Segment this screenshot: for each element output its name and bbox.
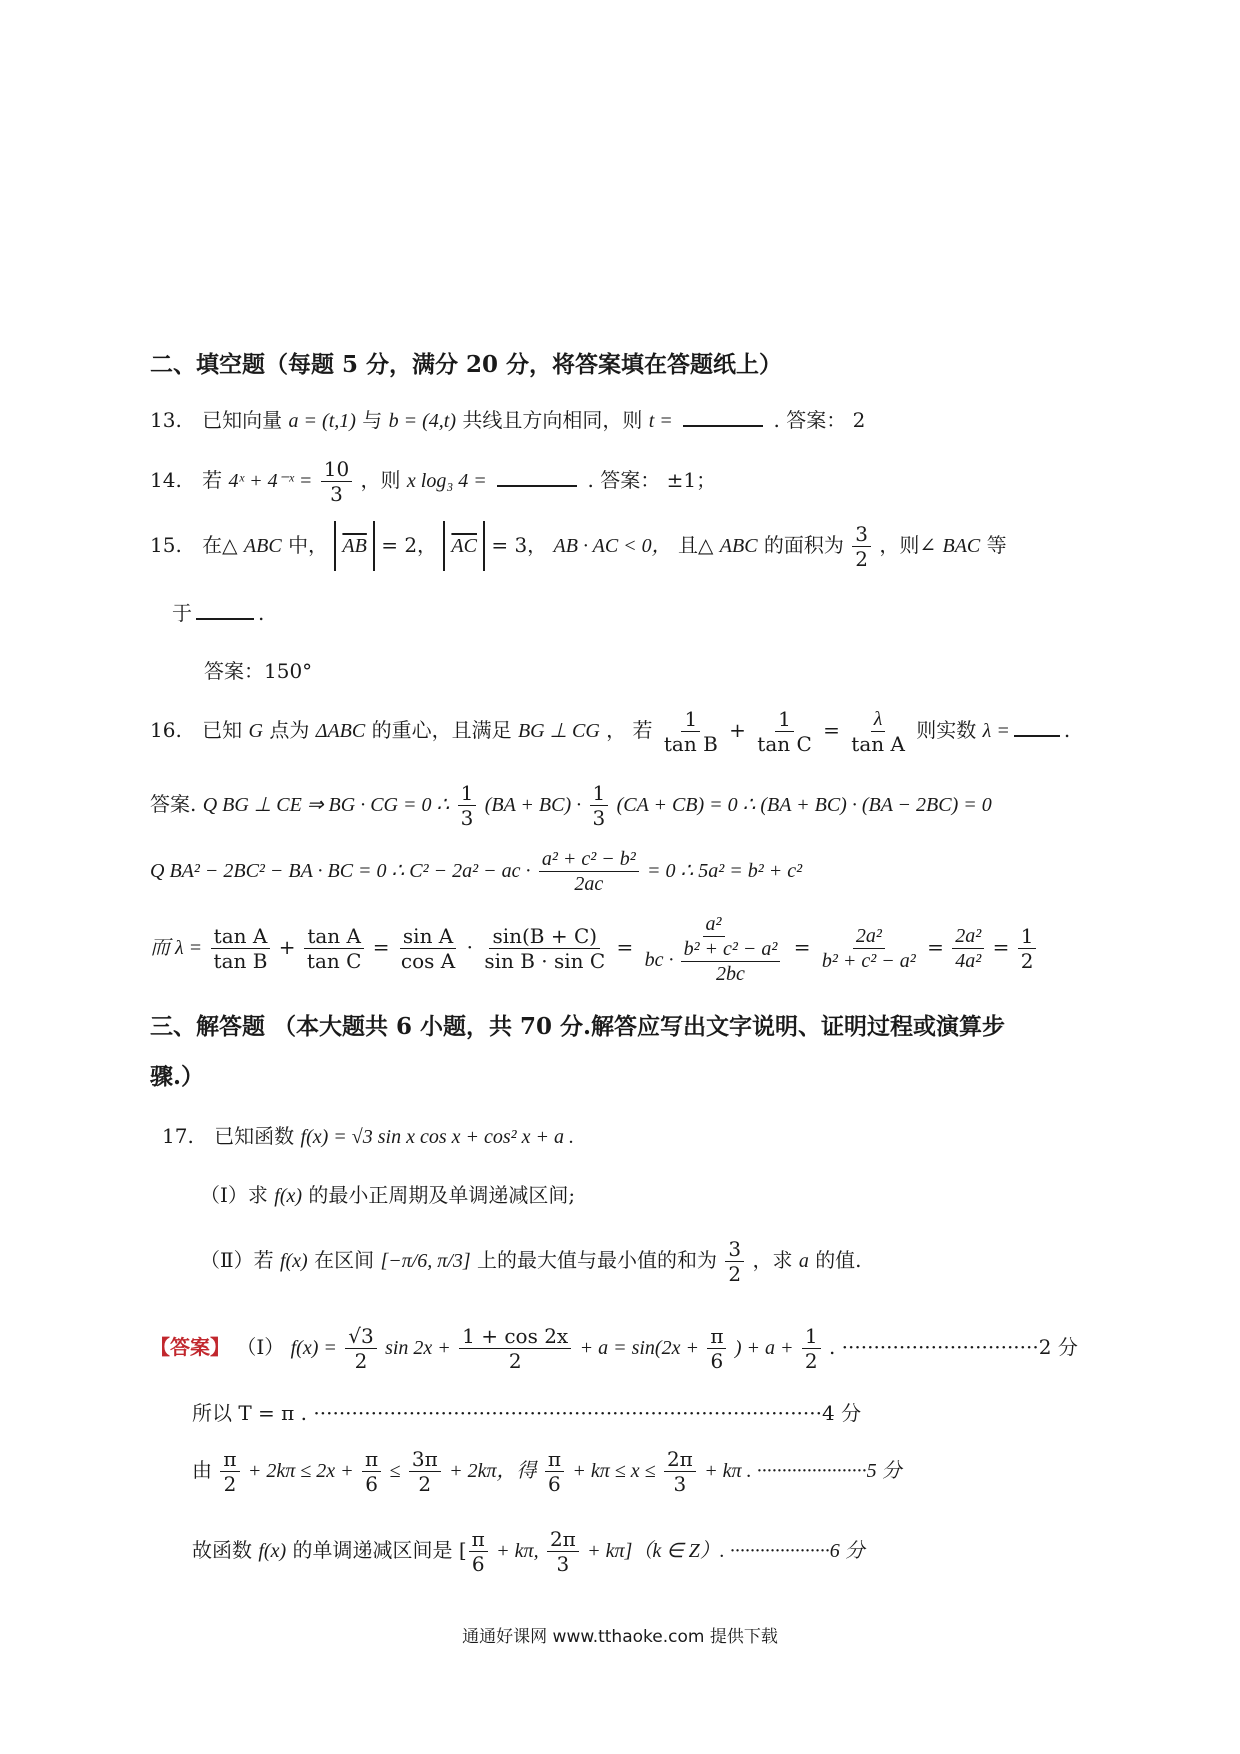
math-expr: ) + a + — [734, 1337, 794, 1359]
question-text: ， 若 — [606, 718, 653, 742]
math-expr: + a = sin(2x + — [579, 1337, 699, 1359]
question-text: 已知向量 — [202, 408, 283, 432]
question-13 — [150, 405, 865, 436]
math-expr: (BA + BC) · — [484, 794, 582, 816]
question-text: 则实数 — [916, 718, 977, 742]
answer-17-line-1 — [150, 1315, 1078, 1380]
fraction: $\frac{√3}{2}$ — [345, 1325, 376, 1372]
fraction: $\frac{3}{2}$ — [725, 1238, 744, 1285]
question-text: 的值. — [815, 1248, 862, 1272]
answer-value: 2 — [852, 408, 866, 432]
question-number: 16. — [150, 718, 182, 742]
triangle-name: ABC — [243, 535, 282, 557]
math-expr: + kπ, — [496, 1540, 539, 1562]
abs-ab: $\overline{AB}$ — [334, 521, 374, 571]
question-17-part-2 — [200, 1232, 862, 1289]
fraction: $\frac{3\pi}{2}$ — [409, 1448, 441, 1495]
interval: [−π/6, π/3] — [380, 1250, 471, 1272]
math-expr: (CA + CB) = 0 ∴ (BA + BC) · (BA − 2BC) = 0 — [616, 794, 992, 816]
math-expr: + kπ . ······················5 分 — [704, 1460, 902, 1482]
answer-value: ±1； — [666, 468, 717, 492]
question-16: 16. 已知 G 点为 ΔABC 的重心，且满足 BG ⊥ CG ， 若 $\frac{1}{\text{tan B}}$ + $\frac{1}{\text{tan C}}$ = $\frac{\lambda}{\text{tan A}}$ 则实数 λ = . — [150, 707, 1071, 756]
question-text: ，求 — [752, 1248, 793, 1272]
question-text: 中， — [288, 533, 329, 557]
fraction: $\frac{\pi}{6}$ — [545, 1448, 564, 1495]
part-label: （Ⅰ）求 — [200, 1183, 268, 1207]
answer-label: . 答案： — [587, 468, 661, 492]
answer-blank — [1014, 735, 1060, 737]
question-text: 于 — [172, 601, 192, 625]
fraction: $\frac{\text{tan A}}{\text{tan B}}$ — [211, 925, 271, 972]
fraction: $\frac{1 + \cos 2x}{2}$ — [459, 1325, 571, 1372]
question-text: 的重心，且满足 — [371, 718, 512, 742]
answer-16-line-2 — [150, 845, 802, 896]
fraction: $\frac{\pi}{6}$ — [362, 1448, 381, 1495]
fraction: $\frac{3}{2}$ — [852, 523, 871, 570]
fraction: $\frac{2\pi}{3}$ — [547, 1528, 579, 1575]
question-number: 14. — [150, 468, 182, 492]
fraction: $\frac{10}{3}$ — [321, 458, 352, 505]
fraction: $\frac{1}{3}$ — [590, 782, 609, 829]
math-expr: + kπ]（k ∈ Z）. ····················6 分 — [587, 1540, 865, 1562]
math-var: a — [798, 1250, 809, 1272]
score-note: . ·······························2 分 — [828, 1335, 1078, 1359]
page-footer: 通通好课网 www.tthaoke.com 提供下载 — [462, 1627, 778, 1647]
question-17-part-1 — [200, 1180, 575, 1211]
question-text: = 2， — [381, 533, 438, 557]
section-3-heading-line-2: 骤.） — [150, 1063, 205, 1090]
math-expr: f(x) — [274, 1185, 303, 1207]
math-var: G — [248, 720, 263, 742]
fraction: $\frac{1}{2}$ — [802, 1325, 821, 1372]
answer-text: 由 — [192, 1458, 212, 1482]
question-text: 的最小正周期及单调递减区间; — [308, 1183, 576, 1207]
question-number: 13. — [150, 408, 182, 432]
math-expr: f(x) — [258, 1540, 287, 1562]
vector-b: b = (4,t) — [388, 410, 456, 432]
fraction: $\frac{\text{a² + c² − b²}}{2ac}$ — [539, 848, 639, 895]
question-text: = 3， — [491, 533, 548, 557]
answer-17-line-3 — [192, 1440, 902, 1501]
answer-text: 故函数 — [192, 1538, 252, 1562]
math-expr: = 0 ∴ 5a² = b² + c² — [647, 860, 803, 882]
section-2-heading: 二、填空题（每题 5 分，满分 20 分，将答案填在答题纸上） — [150, 351, 783, 378]
answer-blank — [196, 618, 254, 620]
question-17 — [162, 1121, 574, 1152]
math-expr: Q BA² − 2BC² − BA · BC = 0 ∴ C² − 2a² − ac · — [150, 860, 531, 882]
answer-tag: 【答案】 — [150, 1335, 230, 1359]
dot-product: AB · AC < 0， — [553, 535, 672, 557]
question-text: ，则 — [360, 468, 401, 492]
math-var: λ = — [982, 720, 1010, 742]
answer-label: . 答案： — [773, 408, 847, 432]
answer-16-line-3: 而 λ = $\frac{\text{tan A}}{\text{tan B}}$ + $\frac{\text{tan A}}{\text{tan C}}$ = $\frac{\text{sin A}}{\text{cos A}}$ · $\frac{\sin(B + C)}{\text{sin B · sin C}}$ = a² bc · $\frac{\text{b² + c² − a²}}{2bc}$ = $\frac{\text{2a²}}{\text{b² + c² − a²}}$ = $\frac{\text{2a²}}{\text{4a²}}$ = $\frac{1}{2}$ — [150, 912, 1038, 985]
question-text: 等 — [986, 533, 1007, 557]
math-var: t = — [648, 410, 673, 432]
triangle-name: ABC — [719, 535, 758, 557]
question-text: 且△ — [678, 533, 714, 557]
fraction: $\frac{1}{\text{tan C}}$ — [757, 707, 812, 756]
question-text: . — [258, 601, 265, 625]
fraction: $\frac{1}{3}$ — [458, 782, 477, 829]
question-text: 与 — [362, 408, 383, 432]
math-expr: f(x) — [279, 1250, 308, 1272]
question-text: 已知函数 — [214, 1124, 295, 1148]
answer-17-line-4: 故函数 f(x) 的单调递减区间是 [ $\frac{\pi}{6}$ + kπ, $\frac{2\pi}{3}$ + kπ]（k ∈ Z）. ····················6 分 — [192, 1527, 865, 1576]
answer-blank — [683, 425, 763, 427]
answer-15: 答案：150° — [204, 659, 313, 683]
abs-ac: $\overline{AC}$ — [443, 521, 485, 571]
question-text: 若 — [202, 468, 223, 492]
question-text: . — [1063, 718, 1071, 742]
part-label: （Ⅰ） — [236, 1335, 285, 1359]
fraction: $\frac{\sin(B + C)}{\text{sin B · sin C}}$ — [484, 924, 606, 973]
fraction: $\frac{2\pi}{3}$ — [664, 1448, 696, 1495]
fraction: $\frac{\pi}{6}$ — [707, 1325, 726, 1372]
question-text: 已知 — [202, 718, 243, 742]
question-15 — [150, 520, 1007, 571]
answer-label: 答案. — [150, 792, 197, 816]
math-expr: x log₃ 4 = — [406, 470, 487, 492]
fraction: $\frac{1}{\text{tan B}}$ — [663, 707, 718, 756]
question-text: 上的最大值与最小值的和为 — [477, 1248, 718, 1272]
fraction: $\frac{\text{sin A}}{\text{cos A}}$ — [400, 924, 456, 973]
math-expr: 而 λ = — [150, 937, 203, 959]
question-text: ，则∠ — [879, 533, 937, 557]
math-expr: BG ⊥ CG — [517, 720, 600, 742]
fraction: $\frac{\pi}{2}$ — [220, 1448, 239, 1495]
answer-17-line-2: 所以 T = π . ················································································4 分 — [192, 1401, 862, 1425]
triangle-name: ΔABC — [315, 720, 366, 742]
answer-blank — [497, 485, 577, 487]
fraction: $\frac{1}{2}$ — [1018, 925, 1037, 972]
question-15-cont — [172, 598, 264, 628]
fraction: a² bc · $\frac{\text{b² + c² − a²}}{2bc}$ — [642, 913, 786, 985]
question-number: 17. — [162, 1124, 194, 1148]
math-expr: ≤ — [389, 1460, 401, 1482]
vector-a: a = (t,1) — [288, 410, 356, 432]
question-text: 共线且方向相同，则 — [462, 408, 643, 432]
answer-16-line-1 — [150, 780, 992, 829]
fraction: $\frac{\text{2a²}}{\text{4a²}}$ — [952, 925, 984, 972]
function-definition: f(x) = √3 sin x cos x + cos² x + a . — [300, 1126, 575, 1148]
part-label: （Ⅱ）若 — [200, 1248, 274, 1272]
math-expr: 4ˣ + 4⁻ˣ = — [228, 470, 313, 492]
math-expr: f(x) = — [290, 1337, 337, 1359]
fraction: $\frac{\pi}{6}$ — [469, 1528, 488, 1575]
math-expr: + kπ ≤ x ≤ — [572, 1460, 656, 1482]
fraction: $\frac{\text{2a²}}{\text{b² + c² − a²}}$ — [821, 925, 916, 972]
answer-text: 的单调递减区间是 — [292, 1538, 453, 1562]
math-expr: Q BG ⊥ CE ⇒ BG · CG = 0 ∴ — [202, 794, 450, 816]
angle-name: BAC — [942, 535, 981, 557]
section-3-heading-line-1: 三、解答题 （本大题共 6 小题，共 70 分.解答应写出文字说明、证明过程或演算步 — [150, 1013, 1006, 1040]
question-number: 15. — [150, 533, 182, 557]
math-expr: sin 2x + — [385, 1337, 451, 1359]
fraction: $\frac{\text{tan A}}{\text{tan C}}$ — [304, 925, 365, 972]
question-text: 在区间 — [314, 1248, 375, 1272]
math-expr: + 2kπ，得 — [449, 1460, 537, 1482]
question-text: 点为 — [269, 718, 310, 742]
question-14 — [150, 455, 716, 506]
fraction: $\frac{\lambda}{\text{tan A}}$ — [851, 708, 905, 756]
question-text: 的面积为 — [763, 533, 844, 557]
question-text: 在△ — [202, 533, 238, 557]
math-expr: + 2kπ ≤ 2x + — [247, 1460, 354, 1482]
